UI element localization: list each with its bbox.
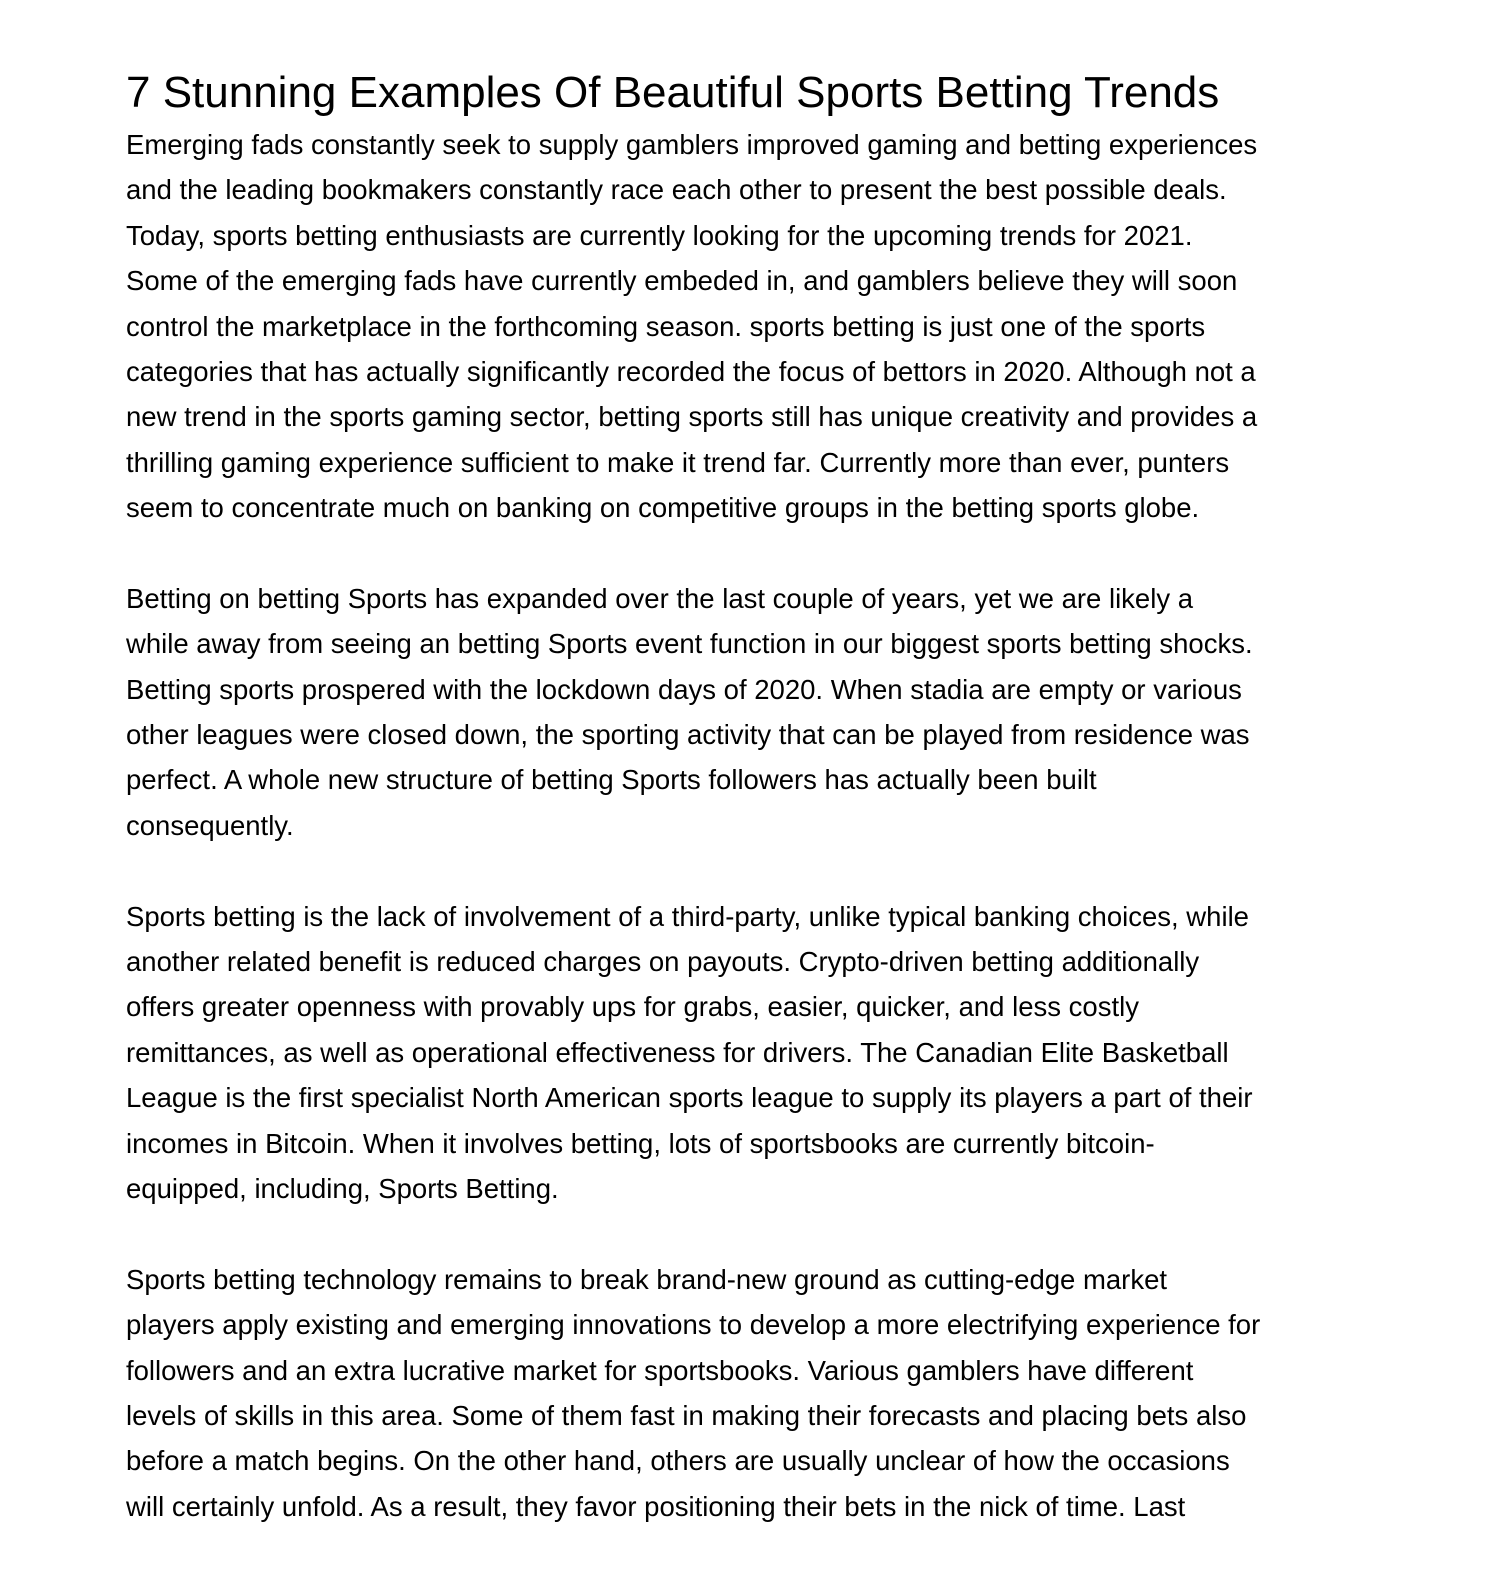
text-line: players apply existing and emerging innovations to develop a more electrifying experience for	[126, 1309, 1261, 1341]
document-body	[126, 122, 1500, 1529]
text-line: Today, sports betting enthusiasts are currently looking for the upcoming trends for 2021.	[126, 219, 1193, 251]
text-line: control the marketplace in the forthcoming season. sports betting is just one of the sports	[126, 310, 1206, 342]
text-line: and the leading bookmakers constantly race each other to present the best possible deals.	[126, 174, 1227, 206]
text-line: while away from seeing an betting Sports event function in our biggest sports betting shocks.	[126, 628, 1253, 660]
document-title: 7 Stunning Examples Of Beautiful Sports Betting Trends	[126, 68, 1220, 117]
text-line: followers and an extra lucrative market for sportsbooks. Various gamblers have different	[126, 1354, 1194, 1386]
text-line: Betting sports prospered with the lockdown days of 2020. When stadia are empty or various	[126, 673, 1242, 705]
text-line: seem to concentrate much on banking on competitive groups in the betting sports globe.	[126, 492, 1200, 524]
text-line: another related benefit is reduced charges on payouts. Crypto-driven betting additionally	[126, 946, 1200, 978]
text-line: will certainly unfold. As a result, they favor positioning their bets in the nick of time. Last	[126, 1490, 1186, 1522]
paragraph	[126, 1257, 1500, 1529]
paragraph	[126, 122, 1500, 531]
text-line: Betting on betting Sports has expanded over the last couple of years, yet we are likely a	[126, 582, 1194, 614]
text-line: incomes in Bitcoin. When it involves betting, lots of sportsbooks are currently bitcoin-	[126, 1127, 1155, 1159]
paragraph	[126, 576, 1500, 848]
text-line: levels of skills in this area. Some of them fast in making their forecasts and placing bets also	[126, 1399, 1247, 1431]
text-line: new trend in the sports gaming sector, betting sports still has unique creativity and provides a	[126, 401, 1258, 433]
text-line: Some of the emerging fads have currently embeded in, and gamblers believe they will soon	[126, 265, 1238, 297]
text-line: consequently.	[126, 809, 294, 841]
text-line: remittances, as well as operational effectiveness for drivers. The Canadian Elite Basketball	[126, 1036, 1229, 1068]
text-line: before a match begins. On the other hand, others are usually unclear of how the occasions	[126, 1445, 1230, 1477]
text-line: Sports betting is the lack of involvement of a third-party, unlike typical banking choices, while	[126, 900, 1249, 932]
text-line: League is the first specialist North American sports league to supply its players a part of their	[126, 1082, 1253, 1114]
text-line: Emerging fads constantly seek to supply gamblers improved gaming and betting experiences	[126, 129, 1258, 160]
document-page	[126, 66, 1500, 1575]
text-line: equipped, including, Sports Betting.	[126, 1172, 559, 1204]
text-line: Sports betting technology remains to break brand-new ground as cutting-edge market	[126, 1263, 1168, 1295]
paragraph	[126, 894, 1500, 1212]
text-line: other leagues were closed down, the sporting activity that can be played from residence was	[126, 719, 1250, 751]
text-line: perfect. A whole new structure of betting Sports followers has actually been built	[126, 764, 1097, 796]
text-line: offers greater openness with provably ups for grabs, easier, quicker, and less costly	[126, 991, 1139, 1023]
text-line: thrilling gaming experience sufficient to make it trend far. Currently more than ever, punters	[126, 446, 1230, 478]
text-line: categories that has actually significantly recorded the focus of bettors in 2020. Although not a	[126, 355, 1256, 387]
